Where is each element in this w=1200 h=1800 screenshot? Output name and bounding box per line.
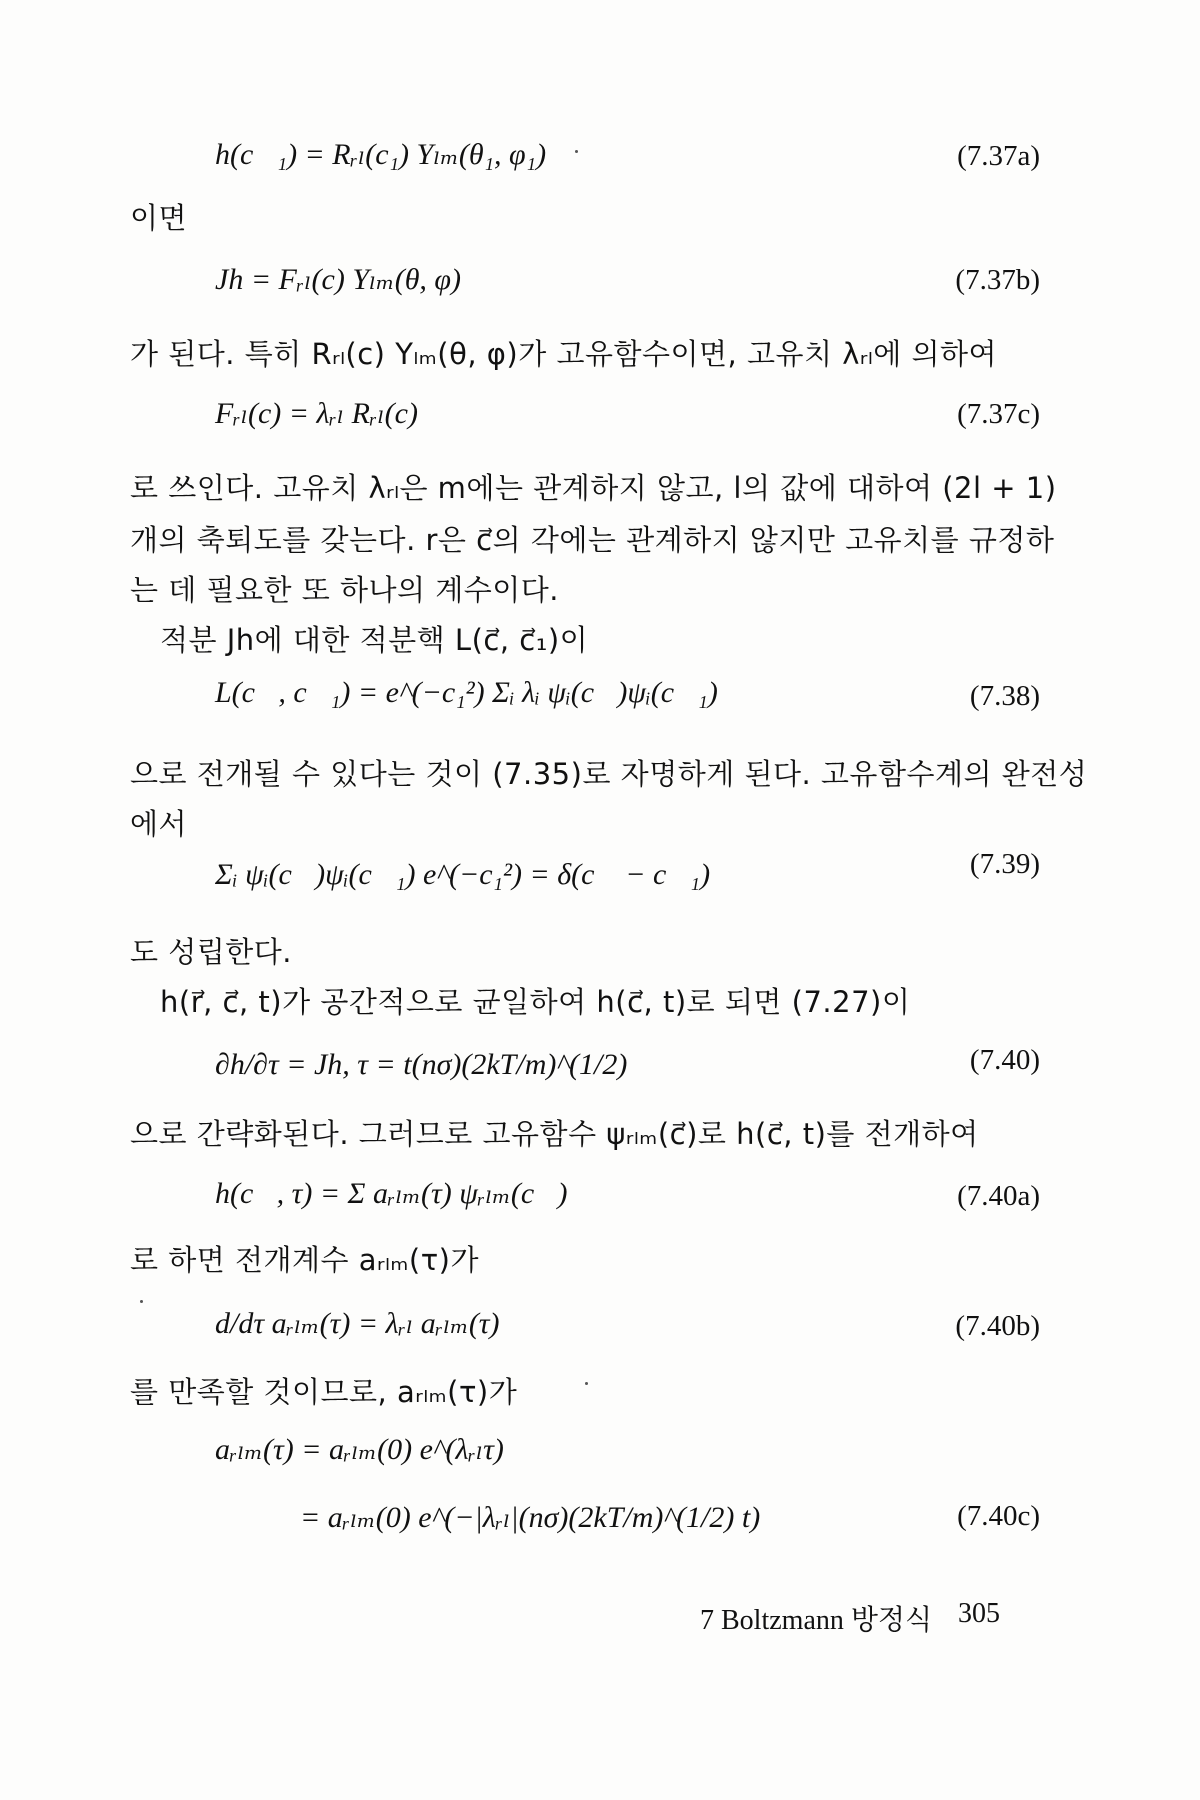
equation-number-7-40a: (7.40a): [957, 1180, 1040, 1212]
equation-number-7-40: (7.40): [969, 1044, 1040, 1076]
equation-7-37a: h(c⃗₁) = Rᵣₗ(c₁) Yₗₘ(θ₁, φ₁): [215, 138, 547, 171]
equation-7-40c-line-2: = aᵣₗₘ(0) e^(−|λᵣₗ|(nσ)(2kT/m)^(1/2) t): [300, 1501, 761, 1534]
equation-number-7-40c: (7.40c): [957, 1500, 1040, 1532]
text-line-13: 를 만족할 것이므로, aᵣₗₘ(τ)가: [130, 1375, 518, 1409]
equation-number-7-39: (7.39): [969, 848, 1040, 880]
text-line-11: 으로 간략화된다. 그러므로 고유함수 ψᵣₗₘ(c⃗)로 h(c⃗, t)를 전개하여: [130, 1117, 979, 1151]
text-line-9: 도 성립한다.: [130, 935, 293, 969]
equation-7-40: ∂h/∂τ = Jh, τ = t(nσ)(2kT/m)^(1/2): [215, 1048, 628, 1081]
text-line-2: 가 된다. 특히 Rᵣₗ(c) Yₗₘ(θ, φ)가 고유함수이면, 고유치 λᵣₗ에 의하여: [130, 337, 998, 371]
equation-7-40c-line-1: aᵣₗₘ(τ) = aᵣₗₘ(0) e^(λᵣₗτ): [215, 1433, 504, 1466]
text-line-1: 이면: [130, 201, 188, 235]
scan-speck: [585, 1382, 588, 1385]
text-line-12: 로 하면 전개계수 aᵣₗₘ(τ)가: [130, 1243, 480, 1277]
equation-number-7-37c: (7.37c): [957, 398, 1040, 430]
equation-7-40b: d/dτ aᵣₗₘ(τ) = λᵣₗ aᵣₗₘ(τ): [215, 1307, 500, 1340]
equation-number-7-37a: (7.37a): [957, 140, 1040, 172]
text-line-6: 적분 Jh에 대한 적분핵 L(c⃗, c⃗₁)이: [160, 623, 589, 657]
text-line-7: 으로 전개될 수 있다는 것이 (7.35)로 자명하게 된다. 고유함수계의 완전성: [130, 757, 1088, 791]
equation-7-38: L(c⃗, c⃗₁) = e^(−c₁²) Σᵢ λᵢ ψᵢ(c⃗)ψᵢ(c⃗₁): [215, 676, 718, 709]
equation-7-39: Σᵢ ψᵢ(c⃗)ψᵢ(c⃗₁) e^(−c₁²) = δ(c⃗ − c⃗₁): [215, 858, 711, 891]
scan-speck: [140, 1300, 143, 1303]
text-line-10: h(r⃗, c⃗, t)가 공간적으로 균일하여 h(c⃗, t)로 되면 (7.27)이: [160, 985, 911, 1019]
text-line-4: 개의 축퇴도를 갖는다. r은 c⃗의 각에는 관계하지 않지만 고유치를 규정하: [130, 523, 1055, 557]
equation-number-7-38: (7.38): [969, 680, 1040, 712]
equation-7-37b: Jh = Fᵣₗ(c) Yₗₘ(θ, φ): [215, 263, 462, 296]
running-footer-chapter: 7 Boltzmann 방정식: [700, 1605, 933, 1636]
equation-7-40a: h(c⃗, τ) = Σ aᵣₗₘ(τ) ψᵣₗₘ(c⃗): [215, 1177, 568, 1210]
page-number: 305: [958, 1598, 1000, 1629]
text-line-3: 로 쓰인다. 고유치 λᵣₗ은 m에는 관계하지 않고, l의 값에 대하여 (2l + 1): [130, 471, 1057, 505]
equation-number-7-37b: (7.37b): [955, 264, 1040, 296]
equation-number-7-40b: (7.40b): [955, 1310, 1040, 1342]
equation-7-37c: Fᵣₗ(c) = λᵣₗ Rᵣₗ(c): [215, 397, 418, 430]
scan-speck: [575, 150, 578, 153]
text-line-8: 에서: [130, 807, 188, 841]
text-line-5: 는 데 필요한 또 하나의 계수이다.: [130, 573, 559, 607]
